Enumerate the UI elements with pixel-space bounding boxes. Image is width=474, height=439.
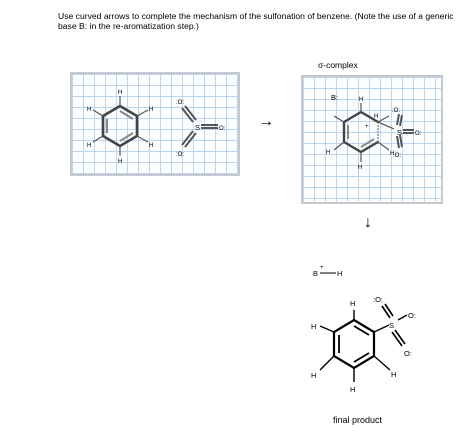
- sigma-h-5: H: [326, 150, 331, 156]
- final-product-label: final product: [333, 415, 383, 425]
- reaction-arrow-right-icon: →: [258, 113, 274, 130]
- sigma-oxygen-2: O:: [415, 131, 422, 137]
- sigma-positive-charge: +: [365, 124, 369, 130]
- benzene-structure: [93, 96, 148, 156]
- benzene-h-3: H: [149, 143, 154, 149]
- final-oxygen-2: O:: [408, 311, 416, 320]
- sigma-oxygen-1: :O:: [392, 108, 401, 114]
- conjugate-acid: [313, 265, 342, 278]
- final-h-bottom: H: [350, 385, 356, 394]
- reaction-arrow-down-icon: ↓: [364, 214, 372, 231]
- conjugate-acid-charge: +: [320, 265, 324, 271]
- generic-base-label: B:: [331, 93, 339, 102]
- final-h-right: H: [391, 370, 397, 379]
- benzene-h-1: H: [118, 90, 123, 96]
- benzene-h-4: H: [118, 159, 123, 165]
- sigma-h-sp3: H: [359, 97, 364, 103]
- benzene-h-6: H: [87, 107, 92, 113]
- sigma-h-3: H: [390, 151, 395, 157]
- final-oxygen-3: O:: [404, 349, 412, 358]
- so3-oxygen-1: :O:: [176, 100, 185, 106]
- final-h-top: H: [350, 299, 356, 308]
- so3-sulfur: S: [195, 123, 201, 132]
- conjugate-acid-base: B: [313, 269, 319, 278]
- final-sulfur: S: [389, 321, 395, 330]
- final-h-left: H: [311, 322, 317, 331]
- sigma-h-2: H: [374, 114, 379, 120]
- final-oxygen-1: :O:: [373, 295, 384, 304]
- so3-oxygen-2: O:: [219, 126, 226, 132]
- sigma-sulfur: S: [397, 128, 403, 137]
- instructions-text: Use curved arrows to complete the mechanism of the sulfonation of benzene. (Note the use of a generic base B: in the re-aromatization step.): [58, 11, 454, 31]
- benzene-h-2: H: [149, 107, 154, 113]
- sigma-h-4: H: [358, 165, 363, 171]
- sigma-oxygen-3: :O:: [393, 153, 402, 159]
- benzene-h-5: H: [87, 143, 92, 149]
- final-h-bottom-left: H: [311, 371, 317, 380]
- conjugate-acid-hydrogen: H: [337, 269, 343, 278]
- sigma-complex-label: σ-complex: [318, 60, 358, 70]
- so3-oxygen-3: :O:: [176, 152, 185, 158]
